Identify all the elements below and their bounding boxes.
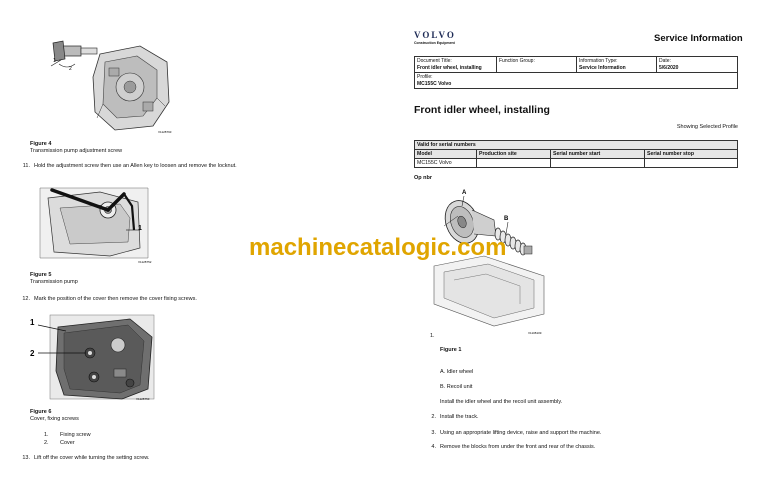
serial-table-caption: Valid for serial numbers — [415, 141, 738, 150]
step-11-number: 11. — [22, 163, 30, 169]
step-3-number: 3. — [431, 430, 436, 436]
step-2-number: 2. — [431, 414, 436, 420]
step-2 — [422, 414, 479, 421]
serial-cell-start — [551, 159, 645, 168]
serial-cell-model: MC155C Volvo — [415, 159, 477, 168]
figure-6-legend-1 — [44, 432, 91, 439]
figure-1-label: Figure 1 — [440, 347, 462, 353]
meta-profile-label: Profile: — [417, 74, 433, 80]
figure-1-callout-b: B — [504, 216, 509, 222]
step-3 — [422, 430, 601, 437]
svg-text:1: 1 — [53, 58, 56, 64]
meta-profile: MC155C Volvo — [417, 80, 452, 87]
meta-info-type: Service Information — [579, 64, 626, 71]
meta-doc-title-label: Document Title: — [417, 58, 452, 64]
serial-header-production-site: Production site — [477, 150, 551, 159]
figure-1-number: 1. — [430, 333, 435, 339]
meta-function-group-cell — [497, 57, 577, 73]
legend-idler-wheel: A. Idler wheel — [440, 369, 474, 375]
serial-number-table — [414, 140, 738, 168]
meta-date-cell — [657, 57, 738, 73]
serial-cell-stop — [645, 159, 738, 168]
step-13-text: Lift off the cover while turning the setting screw. — [34, 455, 150, 461]
figure-6-text: Cover, fixing screws — [30, 416, 79, 422]
figure-6-legend-2 — [44, 440, 75, 447]
legend-recoil-unit: B. Recoil unit — [440, 384, 473, 390]
serial-header-start: Serial number start — [551, 150, 645, 159]
figure-5-code: V1128752 — [138, 260, 152, 264]
figure-5-illustration — [30, 178, 158, 266]
meta-function-group-label: Function Group: — [499, 58, 535, 64]
figure-5-label: Figure 5 — [30, 272, 52, 278]
install-text: Install the idler wheel and the recoil unit assembly. — [440, 399, 563, 405]
figure-6-code: V1128753 — [136, 397, 150, 401]
figure-6-caption — [30, 409, 79, 423]
step-12 — [16, 296, 197, 303]
figure-6-callout-1: 1 — [30, 318, 35, 327]
figure-4-caption — [30, 141, 122, 155]
serial-cell-production-site — [477, 159, 551, 168]
legend-1-text: Fixing screw — [60, 432, 91, 438]
figure-1-code: V1108109 — [528, 331, 542, 335]
meta-info-type-label: Information Type: — [579, 58, 618, 64]
figure-5-caption — [30, 272, 78, 286]
figure-1-callout-a: A — [462, 190, 467, 196]
figure-6-illustration — [30, 311, 162, 403]
meta-date: 5/6/2020 — [659, 64, 679, 71]
step-13 — [16, 455, 149, 462]
volvo-logo — [414, 30, 456, 45]
meta-profile-cell — [415, 73, 738, 89]
figure-5-text: Transmission pump — [30, 279, 78, 285]
figure-4-label: Figure 4 — [30, 141, 52, 147]
step-4-text: Remove the blocks from under the front and rear of the chassis. — [440, 444, 596, 450]
figure-6-label: Figure 6 — [30, 409, 52, 415]
meta-date-label: Date: — [659, 58, 671, 64]
legend-2-text: Cover — [60, 440, 75, 446]
step-3-text: Using an appropriate lifting device, raise and support the machine. — [440, 430, 602, 436]
svg-text:2: 2 — [69, 66, 72, 72]
step-13-number: 13. — [22, 455, 30, 461]
volvo-subtitle: Construction Equipment — [414, 41, 455, 45]
figure-4-code: V1128793 — [158, 130, 172, 134]
meta-info-type-cell — [577, 57, 657, 73]
step-11 — [16, 163, 237, 170]
watermark: machinecatalogic.com — [249, 234, 507, 261]
serial-header-model: Model — [415, 150, 477, 159]
legend-2-number: 2. — [44, 440, 49, 446]
meta-doc-title: Front idler wheel, installing — [417, 64, 482, 71]
meta-doc-title-cell — [415, 57, 497, 73]
step-2-text: Install the track. — [440, 414, 479, 420]
profile-note: Showing Selected Profile — [676, 124, 738, 130]
serial-header-stop: Serial number stop — [645, 150, 738, 159]
document-meta-table — [414, 56, 738, 89]
main-title: Front idler wheel, installing — [414, 104, 550, 116]
step-12-number: 12. — [22, 296, 30, 302]
header-title: Service Information — [654, 33, 743, 44]
step-12-text: Mark the position of the cover then remove the cover fixing screws. — [34, 296, 197, 302]
step-4-number: 4. — [431, 444, 436, 450]
figure-5-callout-1: 1 — [138, 225, 142, 232]
figure-6-callout-2: 2 — [30, 349, 35, 358]
volvo-wordmark: VOLVO — [414, 30, 456, 40]
op-nbr: Op nbr — [414, 175, 433, 181]
figure-4-text: Transmission pump adjustment screw — [30, 148, 123, 154]
step-11-text: Hold the adjustment screw then use an Allen key to loosen and remove the locknut. — [34, 163, 237, 169]
step-4 — [422, 444, 595, 451]
legend-1-number: 1. — [44, 432, 49, 438]
figure-4-illustration — [45, 32, 175, 137]
